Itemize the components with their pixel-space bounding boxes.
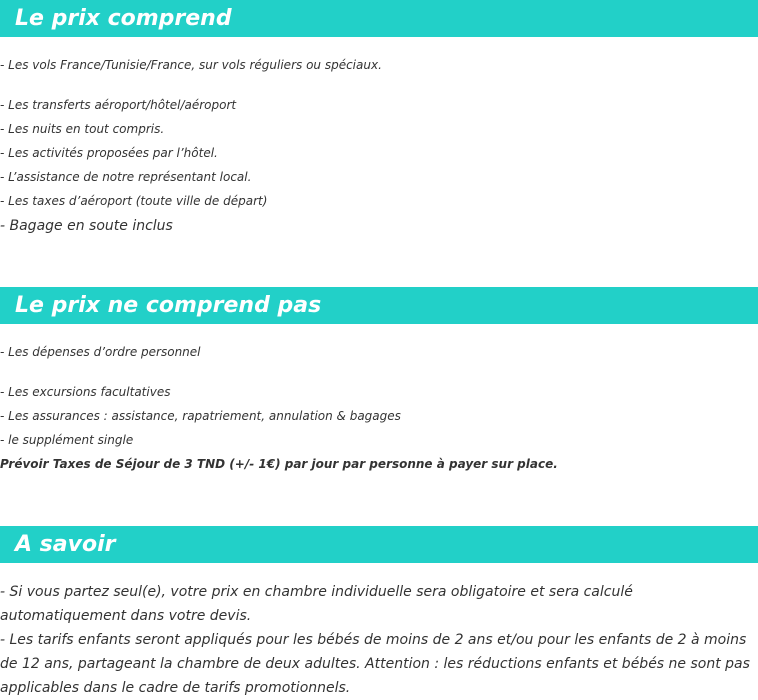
section-title-excluded: Le prix ne comprend pas: [0, 287, 758, 324]
included-item-transfers: - Les transferts aéroport/hôtel/aéroport: [0, 98, 237, 112]
included-item-assistance: - L’assistance de notre représentant local.: [0, 170, 252, 184]
section-title-info: A savoir: [0, 526, 758, 563]
excluded-item-insurance: - Les assurances : assistance, rapatriement, annulation & bagages: [0, 409, 401, 423]
excluded-note-tourist-tax: Prévoir Taxes de Séjour de 3 TND (+/- 1€) par jour par personne à payer sur place.: [0, 457, 558, 471]
info-paragraph-single-traveler: - Si vous partez seul(e), votre prix en chambre individuelle sera obligatoire et sera calculé automatiquement dans votre devis.: [0, 584, 633, 624]
excluded-item-personal-expenses: - Les dépenses d’ordre personnel: [0, 345, 201, 359]
included-item-airport-taxes: - Les taxes d’aéroport (toute ville de départ): [0, 194, 268, 208]
included-item-nights: - Les nuits en tout compris.: [0, 122, 165, 136]
included-item-flights: - Les vols France/Tunisie/France, sur vols réguliers ou spéciaux.: [0, 58, 382, 72]
section-title-included: Le prix comprend: [0, 0, 758, 37]
included-item-luggage: - Bagage en soute inclus: [0, 218, 173, 234]
info-paragraph-children-rates: - Les tarifs enfants seront appliqués pour les bébés de moins de 2 ans et/ou pour les enfants de 2 à moins de 12 ans, partageant la chambre de deux adultes. Attention : les réductions enfants et bébés ne sont pas applicables dans le cadre de tarifs promotionnels.: [0, 632, 750, 696]
excluded-item-excursions: - Les excursions facultatives: [0, 385, 171, 399]
excluded-item-single-supplement: - le supplément single: [0, 433, 134, 447]
included-item-activities: - Les activités proposées par l’hôtel.: [0, 146, 218, 160]
